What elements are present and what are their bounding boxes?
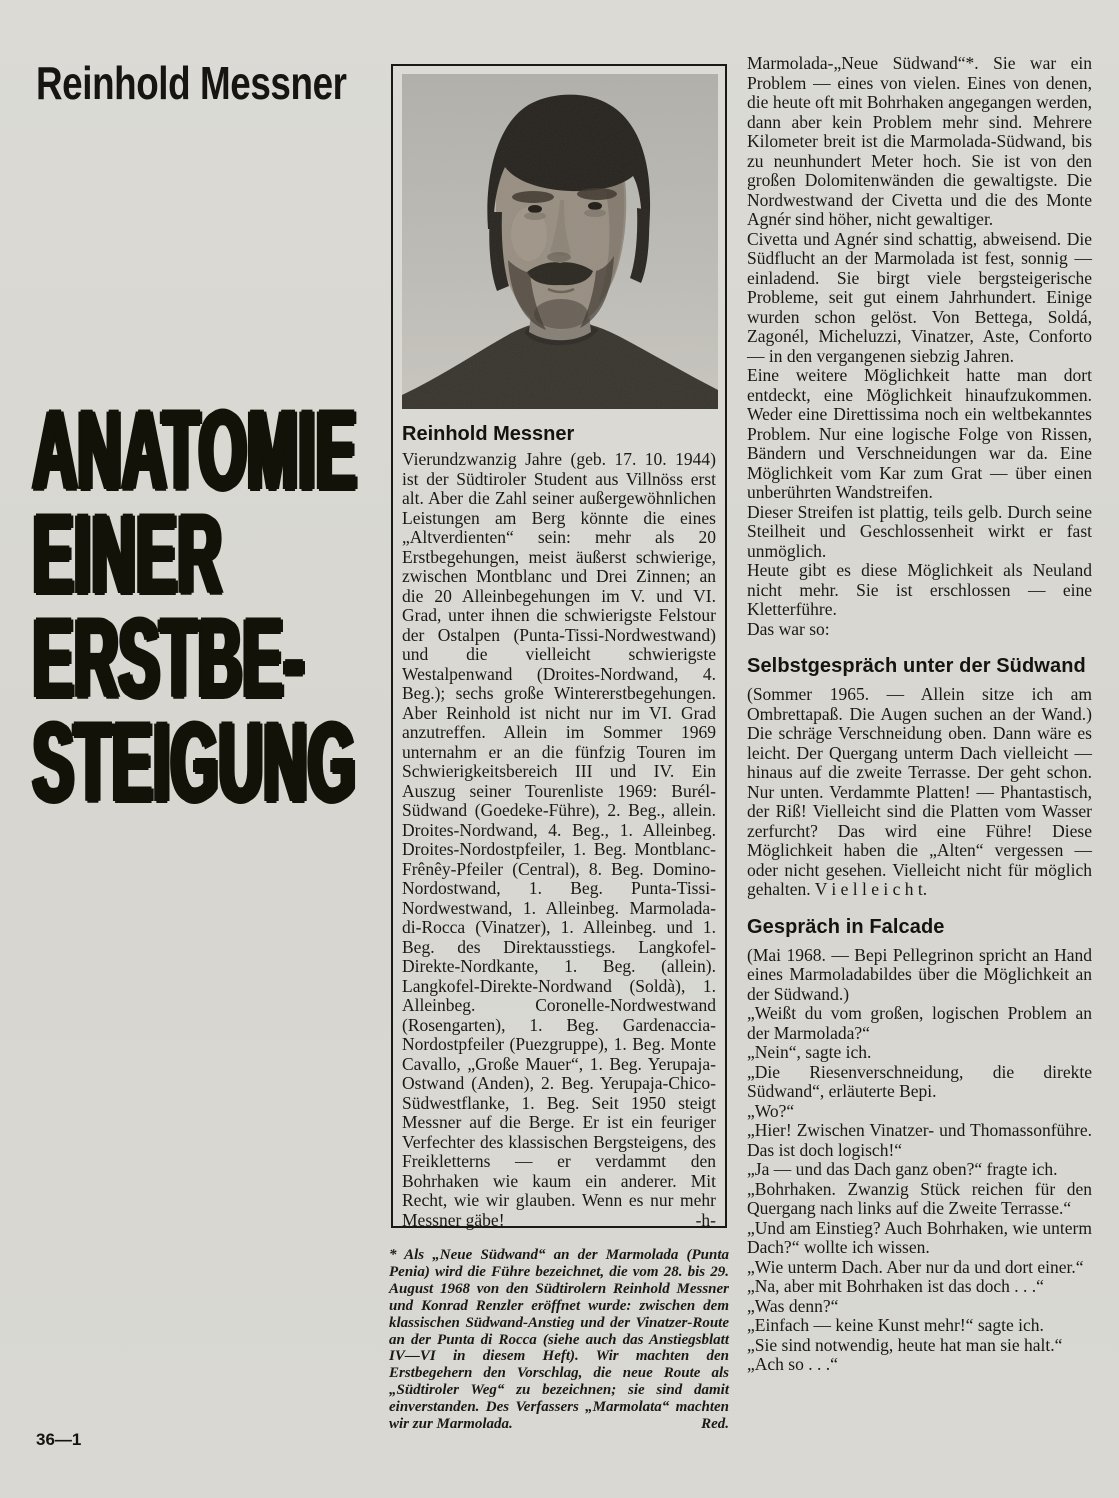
dialogue-line: „Bohrhaken. Zwanzig Stück reichen für den Quergang nach links auf die Zweite Terrasse.“ [747,1178,1092,1218]
title-line-3: ERSTBE- [33,596,305,721]
dialogue-line: „Ja — und das Dach ganz oben?“ fragte ich. [747,1159,1058,1179]
bio-text [402,450,716,1230]
portrait-photo [402,74,718,409]
dialogue-line: „Weißt du vom großen, logischen Problem an der Marmolada?“ [747,1003,1092,1043]
section-heading-gespraech-falcade: Gespräch in Falcade [747,915,945,938]
dialogue-line: „Einfach — keine Kunst mehr!“ sagte ich. [747,1315,1044,1335]
article-paragraph: Marmolada-„Neue Südwand“*. Sie war ein Problem — eines von vielen. Eines von denen, die heute oft mit Bohrhaken angegangen werden, dann aber kein Problem mehr sind. Mehrere Kilometer breit ist die Marmolada-Südwand, bis zu neunhundert Meter hoch. Sie ist von den großen Dolomitenwänden die gewaltigste. Die Nordwestwand der Civetta und die des Monte Agnér sind höher, nicht gewaltiger. [747,53,1092,229]
section-heading-selbstgespraech: Selbstgespräch unter der Südwand [747,655,1086,677]
article-paragraph: Dieser Streifen ist plattig, teils gelb. Durch seine Steilheit und Geschlossenheit wirkt er fast unmöglich. [747,501,1092,561]
dialogue-line: „Hier! Zwischen Vinatzer- und Thomassonführe. Das ist doch logisch!“ [747,1120,1092,1160]
dialogue-line: „Ach so . . .“ [747,1354,838,1374]
bio-box [391,64,727,1228]
title-line-2: EINER [33,492,223,617]
title-line-4: STEIGUNG [33,700,357,825]
dialogue-line: „Die Riesenverschneidung, die direkte Südwand“, erläuterte Bepi. [747,1061,1092,1101]
dialogue-line: „Sie sind notwendig, heute hat man sie halt.“ [747,1334,1063,1355]
title-line-1: ANATOMIE [33,388,358,513]
article-paragraph: Heute gibt es diese Möglichkeit als Neuland nicht mehr. Sie ist erschlossen — eine Kletterführe. [747,560,1092,619]
author-headline: Reinhold Messner [36,57,347,109]
page-number: 36—1 [36,1430,82,1449]
footnote-text: * Als „Neue Südwand“ an der Marmolada (Punta Penia) wird die Führe bezeichnet, die vom 28. bis 29. August 1968 von den Südtirolern Reinhold Messner und Konrad Renzler eröffnet wurde: zwischen dem klassischen Südwand-Anstieg und der Vinatzer-Route an der Punta di Rocca (siehe auch das Anstiegsblatt IV—VI in diesem Heft). Wir machten den Erstbegehern den Vorschlag, die neue Route als „Südtiroler Weg“ zu bezeichnen; sie sind damit einverstanden. Des Verfassers „Marmolata“ machten wir zur Marmolada. [389,1247,729,1433]
footnote-signature: Red. [701,1416,729,1433]
dialogue-line: „Und am Einstieg? Auch Bohrhaken, wie unterm Dach?“ wollte ich wissen. [747,1217,1092,1257]
article-paragraph: Eine weitere Möglichkeit hatte man dort entdeckt, eine Möglichkeit hinaufzukommen. Weder eine Direttissima noch ein weltbekanntes Problem. Nur eine logische Folge von Rissen, Bändern und Verschneidungen war da. Eine Möglichkeit vom Kar zum Grat — über einen unberührten Wandstreifen. [747,365,1092,502]
footnote [389,1247,729,1433]
article-paragraph: (Sommer 1965. — Allein sitze ich am Ombrettapaß. Die Augen suchen an der Wand.) Die schräge Verschneidung oben. Dann wäre es leicht. Der Quergang unterm Dach vielleicht — hinaus auf die zweite Terrasse. Der geht schon. Nur unten. Verdammte Platten! — Phantastisch, der Riß! Vielleicht sind die Platten vom Wasser zerfurcht? Das wird eine Führe! Diese Möglichkeit haben die „Alten“ vergessen — oder nicht gesehen. Vielleicht nicht für möglich gehalten. V i e l l e i c h t. [747,684,1092,899]
article-paragraph: (Mai 1968. — Bepi Pellegrinon spricht an Hand eines Marmoladabildes über die Möglichkeit an der Südwand.) [747,944,1092,1004]
article-paragraph: Das war so: [747,618,830,639]
bio-text-content: Vierundzwanzig Jahre (geb. 17. 10. 1944) ist der Südtiroler Student aus Villnöss erst alt. Aber die Zahl seiner außergewöhnlichen Leistungen am Berg könnte die eines „Altverdienten“ sein: mehr als 20 Erstbegehungen, meist äußerst schwierige, zwischen Montblanc und Drei Zinnen; an die 20 Alleinbegehungen im V. und VI. Grad, unter ihnen die schwierigste Felstour der Ostalpen (Punta-Tissi-Nordwestwand) und die vielleicht schwierigste Westalpenwand (Droites-Nordwand, 4. Beg.); sechs große Wintererstbegehungen. Aber Reinhold ist nicht nur im VI. Grad anzutreffen. Allein im Sommer 1969 unternahm er an die fünfzig Touren im Schwierigkeitsbereich III und IV. Ein Auszug seiner Tourenliste 1969: Burél-Südwand (Goedeke-Führe), 2. Beg., allein. Droites-Nordwand, 4. Beg., 1. Alleinbeg. Droites-Nordostpfeiler, 1. Beg. Montblanc-Frênêy-Pfeiler (Central), 8. Beg. Domino-Nordostwand, 1. Beg. Punta-Tissi-Nordwestwand, 1. Alleinbeg. Marmolada-di-Rocca (Vinatzer), 1. Alleinbeg. und 1. Beg. des Direktausstiegs. Langkofel-Direkte-Nordkante, 1. Beg. (allein). Langkofel-Direkte-Nordwand (Soldà), 1. Alleinbeg. Coronelle-Nordwestwand (Rosengarten), 1. Beg. Gardenaccia-Nordostpfeiler (Puezgruppe), 1. Beg. Monte Cavallo, „Große Mauer“, 1. Beg. Yerupaja-Ostwand (Anden), 2. Beg. Yerupaja-Chico-Südwestflanke, 1. Beg. Seit 1950 steigt Messner auf die Berge. Er ist ein feuriger Verfechter des klassischen Bergsteigens, des Freikletterns — er verdammt den Bohrhaken wie kaum ein anderer. Mit Recht, wie wir glauben. Wenn es nur mehr Messner gäbe! [402,449,716,1230]
dialogue-line: „Was denn?“ [747,1295,839,1316]
article-paragraph: Civetta und Agnér sind schattig, abweisend. Die Südflucht an der Marmolada ist fest, sonnig — einladend. Sie birgt viele bergsteigerische Probleme, seit gut einem Jahrhundert. Einige wurden schon gelöst. Von Bettega, Soldá, Zagonél, Micheluzzi, Vinatzer, Aste, Conforto — in den vergangenen siebzig Jahren. [747,228,1092,366]
bio-heading: Reinhold Messner [402,423,575,445]
article-column [747,54,1092,1375]
dialogue-line: „Nein“, sagte ich. [747,1042,872,1062]
dialogue-line: „Na, aber mit Bohrhaken ist das doch . . .“ [747,1276,1044,1296]
bio-signature: -h- [695,1209,716,1230]
dialogue-line: „Wie unterm Dach. Aber nur da und dort einer.“ [747,1256,1084,1277]
dialogue-line: „Wo?“ [747,1100,795,1121]
